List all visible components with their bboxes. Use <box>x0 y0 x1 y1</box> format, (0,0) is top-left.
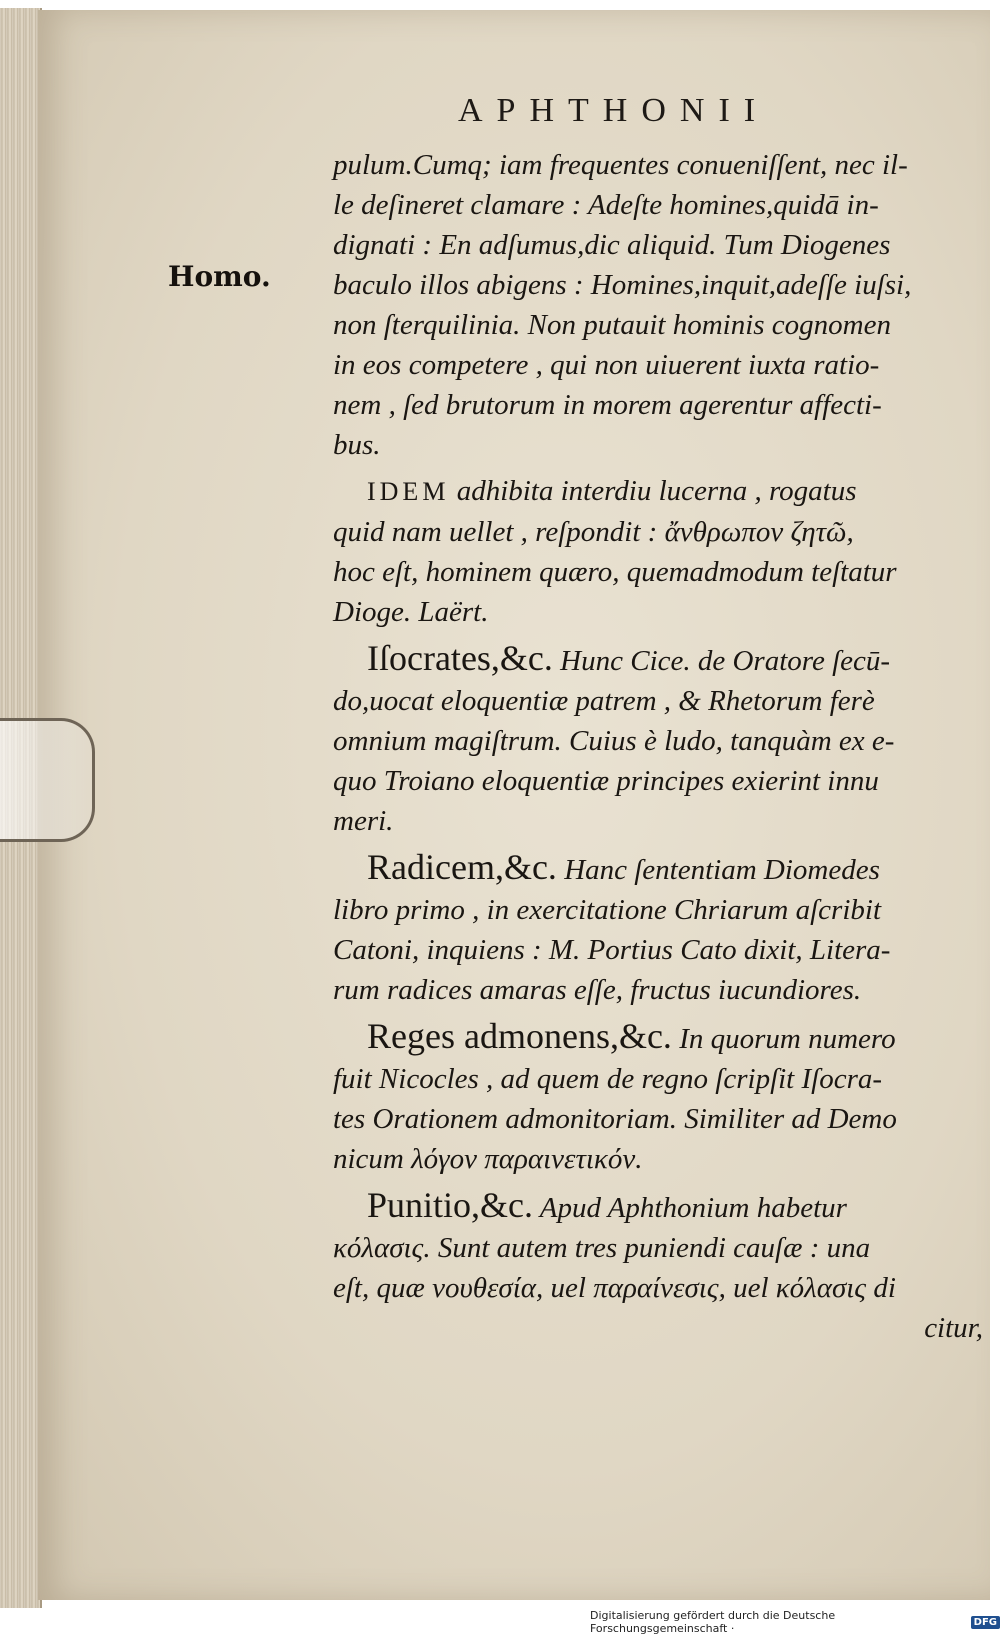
text-line: pulum.Cumq; iam frequentes conueniſſent, nec il- <box>333 149 908 181</box>
margin-note: Homo. <box>168 260 271 293</box>
text-line <box>333 847 983 890</box>
text-run: adhibita interdiu lucerna , rogatus <box>449 475 857 507</box>
text-line <box>333 638 983 681</box>
paragraph-isocrates <box>333 638 983 841</box>
text-line: nem , ſed brutorum in morem agerentur affecti- <box>333 389 882 421</box>
paragraph-punitio <box>333 1185 983 1348</box>
text-line: hoc eſt, hominem quæro, quemadmodum teſtatur <box>333 556 897 588</box>
text-line: eſt, quæ νουθεσία, uel παραίνεσις, uel κόλασις di <box>333 1272 896 1304</box>
text-line <box>333 471 983 512</box>
running-head: APHTHONII <box>458 92 770 129</box>
text-run: Hunc Cice. de Oratore ſecū- <box>552 645 891 677</box>
text-line <box>333 1016 983 1059</box>
text-line: fuit Nicocles , ad quem de regno ſcripſit Iſocra- <box>333 1063 883 1095</box>
paragraph-1 <box>333 145 983 465</box>
text-line: Dioge. Laërt. <box>333 596 489 628</box>
paragraph-radicem <box>333 847 983 1010</box>
text-run: Hanc ſententiam Diomedes <box>556 854 880 886</box>
footer-credit <box>590 1609 1000 1635</box>
text-line: omnium magiſtrum. Cuius è ludo, tanquàm ex e- <box>333 725 895 757</box>
text-line: baculo illos abigens : Homines,inquit,adeſſe iuſsi, <box>333 269 912 301</box>
dfg-logo-icon: DFG <box>971 1616 1000 1629</box>
text-line: nicum λόγον παραινετικόν. <box>333 1143 643 1175</box>
text-line: quo Troiano eloquentiæ principes exierint innu <box>333 765 879 797</box>
text-line: non ſterquilinia. Non putauit hominis cognomen <box>333 309 891 341</box>
body-text <box>333 145 983 1354</box>
page-clip <box>0 718 95 842</box>
text-line: tes Orationem admonitoriam. Similiter ad Demo <box>333 1103 897 1135</box>
text-line: rum radices amaras eſſe, fructus iucundiores. <box>333 974 862 1006</box>
text-run: In quorum numero <box>671 1023 896 1055</box>
text-line: in eos competere , qui non uiuerent iuxta ratio- <box>333 349 880 381</box>
catchword: citur, <box>924 1312 983 1344</box>
text-line: dignati : En adſumus,dic aliquid. Tum Diogenes <box>333 229 891 261</box>
text-line <box>333 1185 983 1228</box>
text-line: libro primo , in exercitatione Chriarum aſcribit <box>333 894 882 926</box>
text-line: do,uocat eloquentiæ patrem , & Rhetorum ferè <box>333 685 875 717</box>
book-page <box>38 10 990 1600</box>
paragraph-reges <box>333 1016 983 1179</box>
text-line: bus. <box>333 429 381 461</box>
lemma: Reges admonens,&c. <box>367 1016 672 1056</box>
text-line: quid nam uellet , reſpondit : ἄνθρωπον ζητῶ, <box>333 516 854 548</box>
text-line: κόλασις. Sunt autem tres puniendi cauſæ : una <box>333 1232 871 1264</box>
lemma: Iſocrates,&c. <box>367 638 553 678</box>
text-line: le deſineret clamare : Adeſte homines,quidā in- <box>333 189 879 221</box>
text-line: Catoni, inquiens : M. Portius Cato dixit, Litera- <box>333 934 891 966</box>
lemma: Punitio,&c. <box>367 1185 534 1225</box>
lemma: IDEM <box>367 477 450 506</box>
footer-text: Digitalisierung gefördert durch die Deutsche Forschungsgemeinschaft · <box>590 1609 836 1635</box>
text-line: meri. <box>333 805 394 837</box>
text-run: Apud Aphthonium habetur <box>533 1192 847 1224</box>
lemma: Radicem,&c. <box>367 847 557 887</box>
paragraph-idem <box>333 471 983 632</box>
